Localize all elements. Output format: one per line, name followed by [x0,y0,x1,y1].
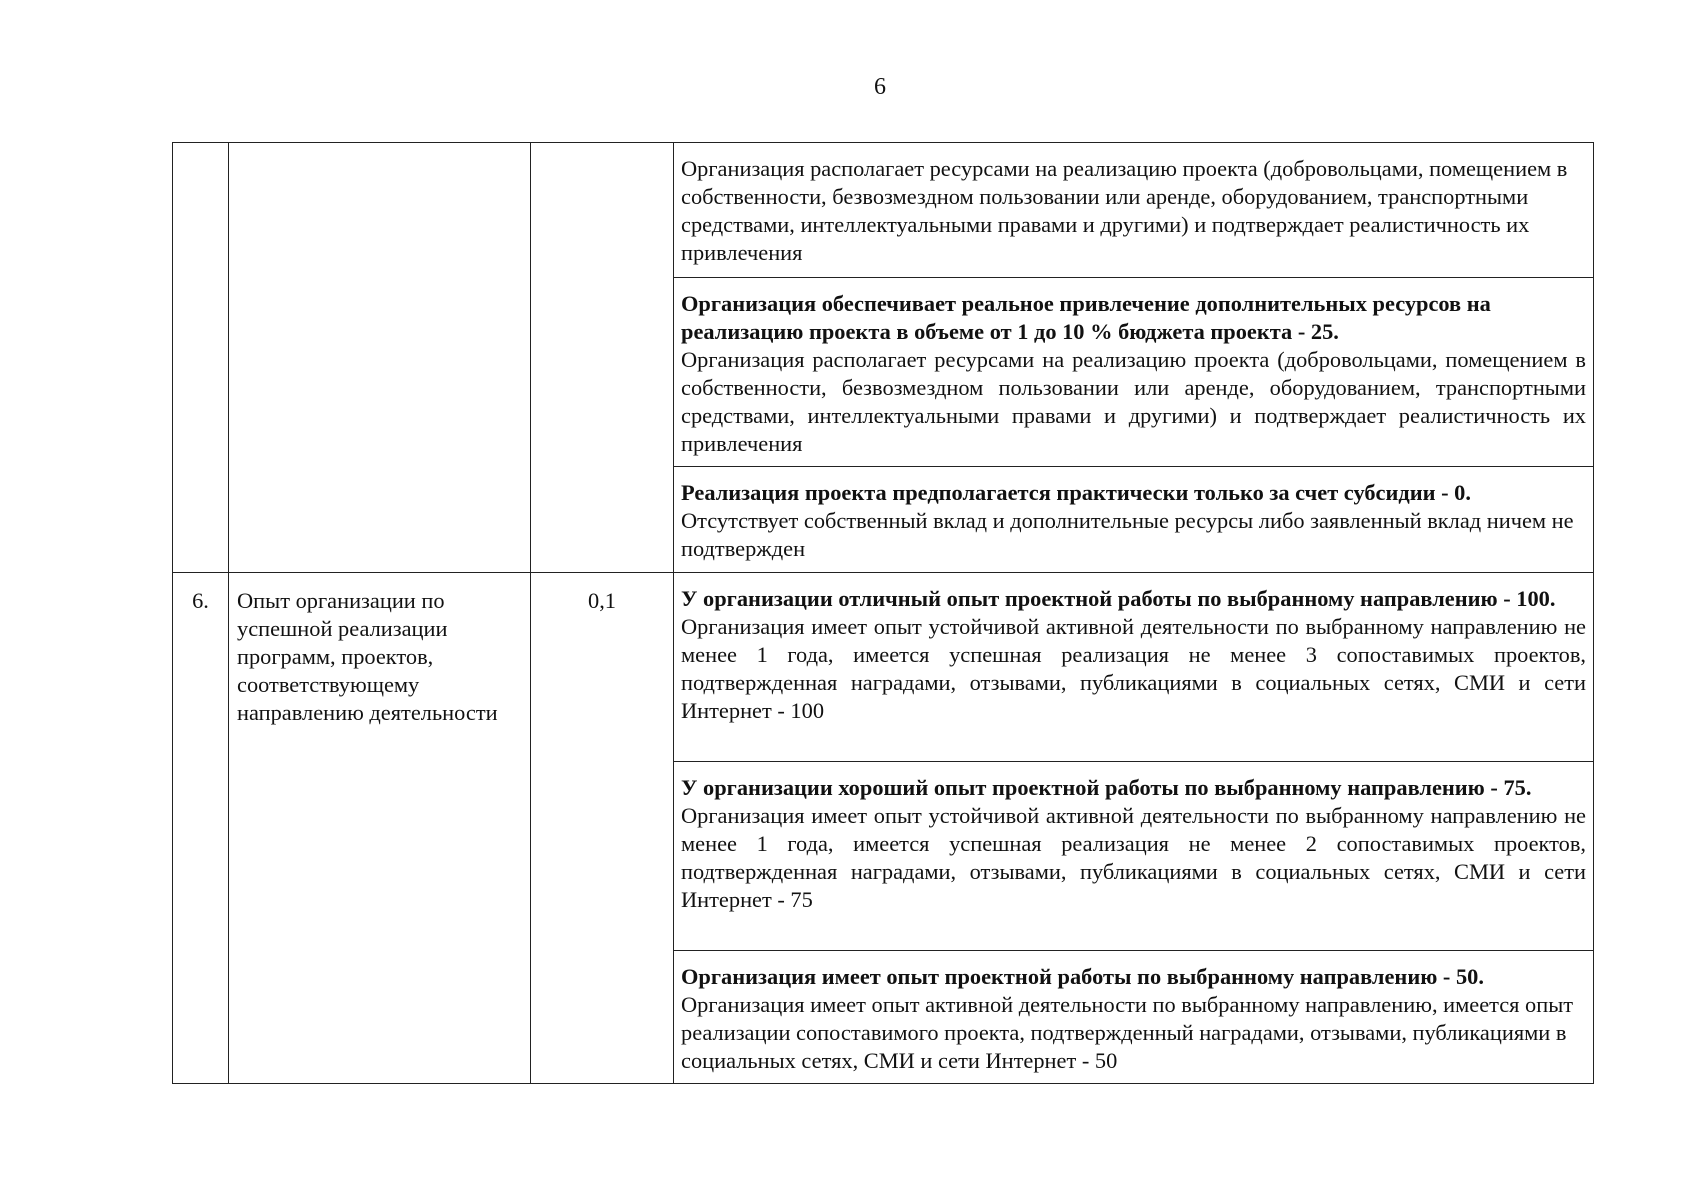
level-body: Организация имеет опыт активной деятельности по выбранному направлению, имеется опыт реализации сопоставимого проекта, подтвержденный наградами, отзывами, публикациями в социальных сетях, СМИ и сети Интернет - 50 [681,992,1574,1073]
level-heading: У организации отличный опыт проектной работы по выбранному направлению - 100. [681,586,1556,611]
level-heading: Реализация проекта предполагается практически только за счет субсидии - 0. [681,480,1471,505]
level-body: Организация имеет опыт устойчивой активной деятельности по выбранному направлению не менее 1 года, имеется успешная реализация не менее 2 сопоставимых проектов, подтвержденная наградами, отзывами, публикациями в социальных сетях, СМИ и сети Интернет - 75 [681,803,1586,912]
table-row [173,143,1594,278]
criterion-cell [229,143,531,573]
level-heading: Организация обеспечивает реальное привлечение дополнительных ресурсов на реализацию проекта в объеме от 1 до 10 % бюджета проекта - 25. [681,291,1491,344]
criteria-table [172,142,1594,1084]
row-number-cell: 6. [173,573,229,1084]
table-row [173,573,1594,762]
page-number: 6 [874,74,886,100]
level-description [674,143,1594,278]
level-description [674,762,1594,951]
criterion-cell: Опыт организации по успешной реализации программ, проектов, соответствующему направлению деятельности [229,573,531,1084]
level-heading: У организации хороший опыт проектной работы по выбранному направлению - 75. [681,775,1532,800]
weight-cell: 0,1 [531,573,674,1084]
level-description [674,467,1594,573]
row-number-cell [173,143,229,573]
level-body: Организация имеет опыт устойчивой активной деятельности по выбранному направлению не менее 1 года, имеется успешная реализация не менее 3 сопоставимых проектов, подтвержденная наградами, отзывами, публикациями в социальных сетях, СМИ и сети Интернет - 100 [681,614,1586,723]
level-body: Отсутствует собственный вклад и дополнительные ресурсы либо заявленный вклад ничем не подтвержден [681,508,1574,561]
level-description [674,278,1594,467]
level-body: Организация располагает ресурсами на реализацию проекта (добровольцами, помещением в собственности, безвозмездном пользовании или аренде, оборудованием, транспортными средствами, интеллектуальными правами и другими) и подтверждает реалистичность их привлечения [681,156,1568,265]
level-description [674,573,1594,762]
level-heading: Организация имеет опыт проектной работы по выбранному направлению - 50. [681,964,1484,989]
level-body: Организация располагает ресурсами на реализацию проекта (добровольцами, помещением в собственности, безвозмездном пользовании или аренде, оборудованием, транспортными средствами, интеллектуальными правами и другими) и подтверждает реалистичность их привлечения [681,347,1586,456]
weight-cell [531,143,674,573]
level-description [674,951,1594,1084]
